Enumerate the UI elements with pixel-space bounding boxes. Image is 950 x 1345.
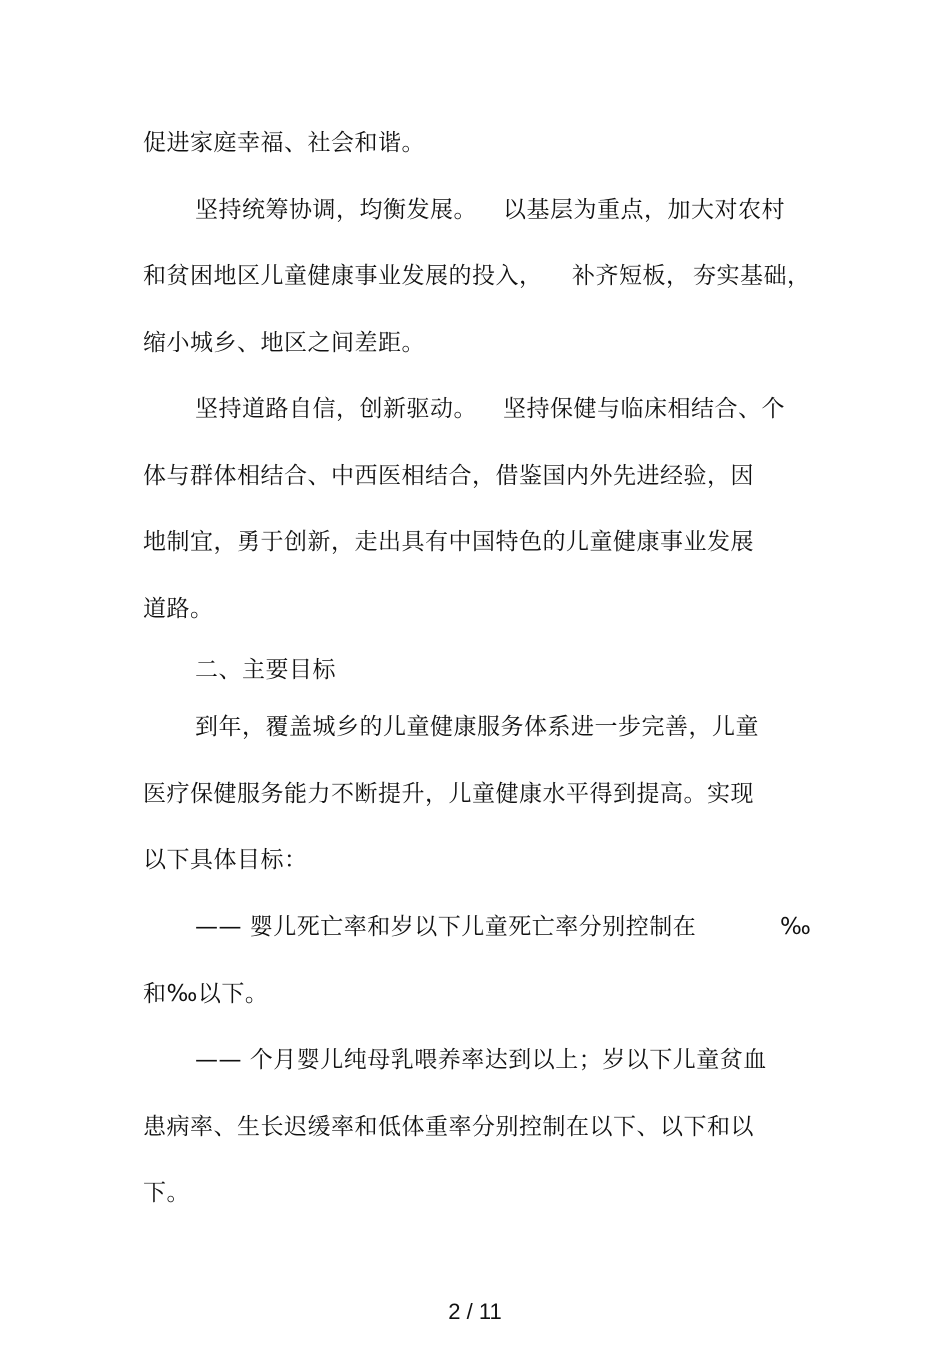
text-line: 地制宜，勇于创新，走出具有中国特色的儿童健康事业发展 xyxy=(143,529,754,555)
text-line: 补齐短板， xyxy=(572,263,690,289)
text-line: 和贫困地区儿童健康事业发展的投入， xyxy=(143,263,543,289)
text-line: 和‰以下。 xyxy=(143,981,269,1007)
text-line: 促进家庭幸福、社会和谐。 xyxy=(143,130,425,156)
text-line: 坚持道路自信，创新驱动。 xyxy=(195,396,477,422)
text-line: ‰ xyxy=(780,914,812,940)
list-item: —— 婴儿死亡率和岁以下儿童死亡率分别控制在 xyxy=(195,914,697,940)
text-line: 道路。 xyxy=(143,596,214,622)
text-line: 下。 xyxy=(143,1180,190,1206)
page-number: 2 / 11 xyxy=(448,1299,502,1324)
text-line: 以基层为重点，加大对农村 xyxy=(503,197,785,223)
text-line: 患病率、生长迟缓率和低体重率分别控制在以下、以下和以 xyxy=(143,1114,754,1140)
text-line: 坚持保健与临床相结合、个 xyxy=(503,396,785,422)
text-line: 到年，覆盖城乡的儿童健康服务体系进一步完善，儿童 xyxy=(195,714,759,740)
section-heading: 二、主要目标 xyxy=(195,657,336,683)
text-line: 缩小城乡、地区之间差距。 xyxy=(143,330,425,356)
text-line: 以下具体目标： xyxy=(143,847,308,873)
text-line: 夯实基础， xyxy=(693,263,811,289)
text-line: 医疗保健服务能力不断提升，儿童健康水平得到提高。实现 xyxy=(143,781,754,807)
list-item: —— 个月婴儿纯母乳喂养率达到以上；岁以下儿童贫血 xyxy=(195,1047,767,1073)
text-line: 坚持统筹协调，均衡发展。 xyxy=(195,197,477,223)
text-line: 体与群体相结合、中西医相结合，借鉴国内外先进经验，因 xyxy=(143,463,754,489)
